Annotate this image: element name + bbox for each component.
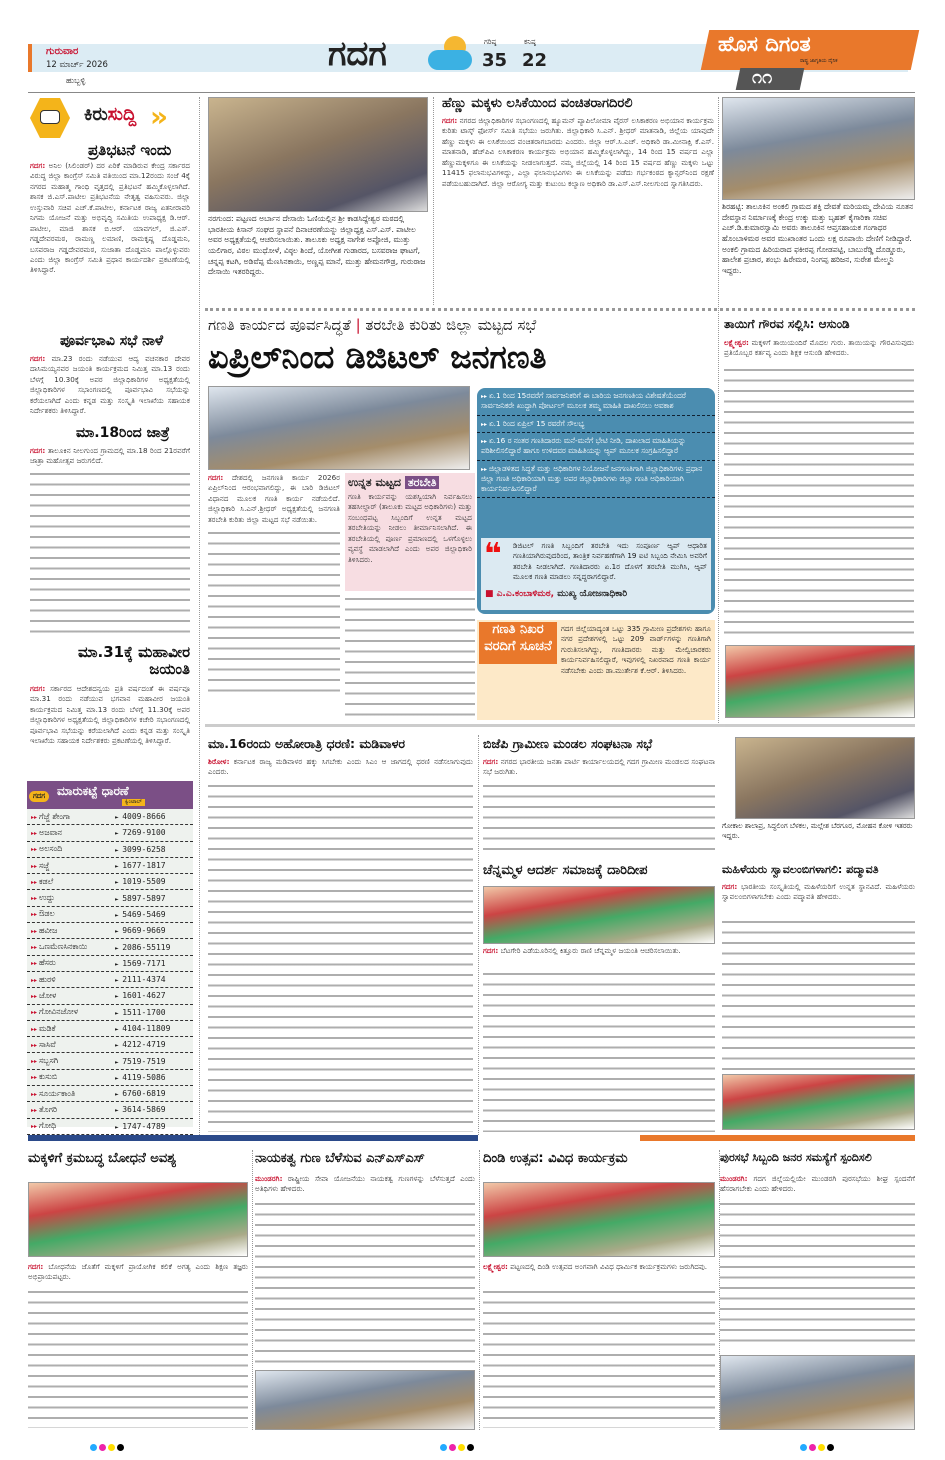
- article-body: [724, 338, 914, 364]
- article-headline: ದಿಂಡಿ ಉತ್ಸವ: ವಿವಿಧ ಕಾರ್ಯಕ್ರಮ: [483, 1151, 628, 1166]
- price-range: ► 7519-7519: [115, 1057, 189, 1066]
- market-title: ಮಾರುಕಟ್ಟೆ ಧಾರಣೆ: [57, 784, 129, 798]
- text-filler: [724, 366, 914, 640]
- brief-body: [30, 161, 190, 329]
- quote-text: ಡಿಜಿಟಲ್ ಗಣತಿ ಸಿಬ್ಬಂದಿಗೆ ತರಬೇತಿ ಇದು ಸಂಪೂರ್ಣ ಆ್ಯಪ್ ಆಧಾರಿತ ಗಣತಿಯಾಗಿರುವುದರಿಂದ, ತಾಂತ್ರಿಕ ನಿರ್ವಹಣೆಗಾಗಿ 19 ಐಟಿ ಸಿಬ್ಬಂದಿ ನೇಮಿಸಿ ಅವರಿಗೆ ತರಬೇತಿ ನೀಡಲಾಗಿದೆ. ಗಣತಿದಾರರು ಏ.1ರ ದೊಳಗೆ ತರಬೇತಿ ಮುಗಿಸಿ, ಆ್ಯಪ್ ಮೂಲಕ ಗಣತಿ ಮಾಡಲು ಸನ್ನದ್ಧರಾಗಲಿದ್ದಾರೆ.: [513, 541, 707, 582]
- min-temp: 22: [522, 50, 548, 71]
- brief-text: ಸರ್ಕಾರದ ಆದೇಶದನ್ವಯ ಪ್ರತಿ ವರ್ಷದಂತೆ ಈ ವರ್ಷವೂ ಮಾ.31 ರಂದು ನಡೆಯುವ ಭಗವಾನ ಮಹಾವೀರ ಜಯಂತಿ ಕಾರ್ಯಕ್ರಮದ ನಿಮಿತ್ತ ಮಾ.13 ರಂದು ಬೆಳಗ್ಗೆ 11.30ಕ್ಕೆ ಅಪರ ಜಿಲ್ಲಾಧಿಕಾರಿಗಳ ಅಧ್ಯಕ್ಷತೆಯಲ್ಲಿ ಜಿಲ್ಲಾಧಿಕಾರಿಗಳ ಕಚೇರಿ ಸಭಾಂಗಣದಲ್ಲಿ ಪೂರ್ವಭಾವಿ ಸಭೆಯನ್ನು ಕರೆಯಲಾಗಿದೆ ಎಂದು ಕನ್ನಡ ಮತ್ತು ಸಂಸ್ಕೃತಿ ಇಲಾಖೆಯ ಸಹಾಯಕ ನಿರ್ದೇಶಕರು ಪ್ರಕಟಣೆಯಲ್ಲಿ ತಿಳಿಸಿದ್ದಾರೆ.: [30, 684, 190, 746]
- kirusuddi-title: [84, 104, 136, 125]
- article-text: ಬೋಧನೆಯ ಜೊತೆಗೆ ಮಕ್ಕಳಿಗೆ ಪ್ರಾಯೋಗಿಕ ಕಲಿಕೆ ಅಗತ್ಯ ಎಂದು ಶಿಕ್ಷಣ ತಜ್ಞರು ಅಭಿಪ್ರಾಯಪಟ್ಟರು.: [28, 1262, 248, 1282]
- column-rule: [478, 735, 479, 1135]
- price-range: ► 9669-9669: [115, 926, 189, 935]
- quote-icon: ❝: [484, 537, 502, 572]
- price-range: ► 5897-5897: [115, 894, 189, 903]
- market-row: [27, 1119, 193, 1135]
- brief-text: ಅನಿಲ (ಸಿಲಿಂಡರ್) ದರ ಏರಿಕೆ ಮಾಡಿರುವ ಕೇಂದ್ರ ಸರ್ಕಾರದ ವಿರುದ್ಧ ಜಿಲ್ಲಾ ಕಾಂಗ್ರೆಸ್ ಸಮಿತಿ ವತಿಯಿಂದ ಮಾ.12ರಂದು ಸಂಜೆ 4ಕ್ಕೆ ನಗರದ ಮಹಾತ್ಮ ಗಾಂಧಿ ವೃತ್ತದಲ್ಲಿ ಪ್ರತಿಭಟನೆ ಹಮ್ಮಿಕೊಳ್ಳಲಾಗಿದೆ. ಶಾಸಕ ಜಿ.ಎಸ್.ಪಾಟೀಲ ಪ್ರತಿಭಟನೆಯ ನೇತೃತ್ವ ವಹಿಸುವರು. ಜಿಲ್ಲಾ ಉಸ್ತುವಾರಿ ಸಚಿವ ಎಚ್.ಕೆ.ಪಾಟೀಲ, ಕರ್ನಾಟಕ ರಾಜ್ಯ ಏತನೀರಾವರಿ ನಿಗಮ ಯೋಜನೆ ಮತ್ತು ಅಭಿವೃದ್ಧಿ ಸಮಿತಿಯ ಉಪಾಧ್ಯಕ್ಷ ಡಿ.ಆರ್. ಪಾಟೀಲ, ಮಾಜಿ ಶಾಸಕ ಬಿ.ಆರ್. ಯಾವಗಲ್, ಜಿ.ಎಸ್. ಗಡ್ಡದೇವರಮಠ, ರಾಮಣ್ಣ ಲಮಾಣಿ, ರಾಮಕೃಷ್ಣ ದೊಡ್ಡಮನಿ, ಬಸವರಾಜ ಗಡ್ಡದೇವರಮಠ, ಸುಜಾತಾ ದೊಡ್ಡಮನಿ ಪಾಲ್ಗೊಳ್ಳುವರು ಎಂದು ಜಿಲ್ಲಾ ಕಾಂಗ್ರೆಸ್ ಸಮಿತಿ ಪ್ರಧಾನ ಕಾರ್ಯದರ್ಶಿ ಪ್ರಕಟಣೆಯಲ್ಲಿ ತಿಳಿಸಿದ್ದಾರೆ.: [30, 161, 190, 275]
- market-unit: ಕ್ವಿಂಟಾಲ್: [122, 799, 145, 806]
- edition: ಹುಬ್ಬಳ್ಳಿ: [66, 76, 86, 85]
- article-headline: ನಾಯಕತ್ವ ಗುಣ ಬೆಳೆಸುವ ಎನ್‌ಎಸ್‌ಎಸ್: [255, 1151, 425, 1166]
- commodity-name: ▸▸ ಉದ್ದು: [31, 893, 55, 903]
- page-number: ೧೧: [752, 67, 773, 88]
- accurate-title: ಗಣತಿ ನಿಖರ ವರದಿಗೆ ಸೂಚನೆ: [479, 622, 557, 664]
- market-row: [27, 923, 193, 939]
- kicker-part: ಗಣತಿ ಕಾರ್ಯದ ಪೂರ್ವಸಿದ್ಧತೆ: [208, 316, 351, 334]
- article-headline: ಬಿಜೆಪಿ ಗ್ರಾಮೀಣ ಮಂಡಲ ಸಂಘಟನಾ ಸಭೆ: [483, 736, 653, 751]
- article-headline: ಮಾ.16ರಂದು ಅಹೋರಾತ್ರಿ ಧರಣಿ: ಮಡಿವಾಳರ: [208, 736, 405, 751]
- training-tag: ತರಬೇತಿ: [405, 476, 440, 489]
- text-filler: [28, 1288, 248, 1428]
- chevrons-icon: »: [150, 100, 169, 133]
- brief-body: [30, 354, 190, 420]
- commodity-name: ▸▸ ಸೂರ್ಯಕಾಂತಿ: [31, 1089, 75, 1099]
- price-range: ► 1511-1700: [115, 1008, 189, 1017]
- commodity-name: ▸▸ ಹವೀಜ: [31, 926, 57, 936]
- article-headline: ತಾಯಿಗೆ ಗೌರವ ಸಲ್ಲಿಸಿ: ಆಸುಂಡಿ: [724, 317, 850, 331]
- commodity-name: ▸▸ ಗೆಜ್ಜೆ ಶೇಂಗಾ: [31, 812, 70, 822]
- market-row: [27, 1102, 193, 1118]
- article-headline: ಹೆಣ್ಣು ಮಕ್ಕಳು ಲಸಿಕೆಯಿಂದ ವಂಚಿತರಾಗದಿರಲಿ: [442, 96, 633, 111]
- color-bar: [640, 1135, 915, 1141]
- market-row: [27, 1070, 193, 1086]
- brief-headline: ಮಾ.18ರಿಂದ ಜಾತ್ರೆ: [76, 425, 170, 441]
- commodity-name: ▸▸ ಹುರಳಿ: [31, 975, 56, 985]
- article-text: ಪಟ್ಟಣದಲ್ಲಿ ದಿಂಡಿ ಉತ್ಸವದ ಅಂಗವಾಗಿ ವಿವಿಧ ಧಾರ್ಮಿಕ ಕಾರ್ಯಕ್ರಮಗಳು ಜರುಗಿದವು.: [510, 1262, 708, 1271]
- commodity-name: ▸▸ ಅಲಸಂದಿ: [31, 844, 62, 854]
- census-fact: ▸▸ ಏ.1 ರಿಂದ ಏಪ್ರಿಲ್ 15 ರವರೆಗೆ ಸೌಲಭ್ಯ: [477, 416, 715, 433]
- market-row: [27, 972, 193, 988]
- price-range: ► 5469-5469: [115, 910, 189, 919]
- article-body: [28, 1262, 248, 1286]
- section-rule: [205, 724, 915, 727]
- article-text: ಗದಗ ಜಿಲ್ಲೆಯಲ್ಲಿಯೇ ಮುಂಡರಗಿ ಪುರಸಭೆಯು ಶೀಘ್ರ ಸ್ಪಂದನೆಗೆ ಹೆಸರಾಗಬೇಕು ಎಂದು ಹೇಳಿದರು.: [720, 1174, 915, 1194]
- dateline: ಗದಗ:: [483, 946, 499, 955]
- date: 12 ಮಾರ್ಚ್ 2026: [46, 60, 108, 70]
- article-body: [483, 757, 715, 781]
- dateline: ಲಕ್ಷ್ಮೇಶ್ವರ:: [483, 1262, 508, 1271]
- census-fact: ▸▸ ಜಿಲ್ಲಾಡಳಿತದ ಸಿದ್ಧತೆ ಮತ್ತು ಅಧಿಕಾರಿಗಳ ನಿಯೋಜನೆ ಜನಗಣತಿಗಾಗಿ ಜಿಲ್ಲಾಧಿಕಾರಿಗಳು ಪ್ರಧಾನ ಜಿಲ್ಲಾ ಗಣತಿ ಅಧಿಕಾರಿಯಾಗಿ ಮತ್ತು ಅಪರ ಜಿಲ್ಲಾಧಿಕಾರಿಗಳು ಜಿಲ್ಲಾ ಗಣತಿ ಅಧಿಕಾರಿಯಾಗಿ ಕಾರ್ಯನಿರ್ವಹಿಸಲಿದ್ದಾರೆ: [477, 461, 715, 499]
- photo-caption: ಗೋಕಾಲ ಶಾಲಾಪ್ರ, ಸಿದ್ಧಲಿಂಗ ಬೆಳಕಲ, ಮಲ್ಲೇಶ ಬೆರಗೂರ, ಮೋಹನ ಕೋಳಿ ಇತರರು ಇದ್ದರು.: [722, 822, 913, 840]
- price-range: ► 1569-7171: [115, 959, 189, 968]
- lead-text: ದೇಶದಲ್ಲಿ ಜನಗಣತಿ ಕಾರ್ಯ 2026ರ ಏಪ್ರಿಲ್‌ನಿಂದ ಆರಂಭವಾಗಲಿದ್ದು, ಈ ಬಾರಿ ಡಿಜಿಟಲ್ ವಿಧಾನದ ಮೂಲಕ ಗಣತಿ ಕಾರ್ಯ ನಡೆಯಲಿದೆ. ಜಿಲ್ಲಾಧಿಕಾರಿ ಸಿ.ಎನ್.ಶ್ರೀಧರ್ ಅಧ್ಯಕ್ಷತೆಯಲ್ಲಿ ಜನಗಣತಿ ತರಬೇತಿ ಕುರಿತು ಜಿಲ್ಲಾ ಮಟ್ಟದ ಸಭೆ ನಡೆಯಿತು.: [208, 473, 340, 524]
- registration-dots: [800, 1436, 836, 1455]
- article-text: ಮಕ್ಕಳಿಗೆ ತಾಯಿಯಂದಿರೆ ಮೊದಲ ಗುರು. ತಾಯಿಯನ್ನು ಗೌರವಿಸುವುದು ಪ್ರತಿಯೊಬ್ಬರ ಕರ್ತವ್ಯ ಎಂದು ಶಿಕ್ಷಕ ಆಸುಂಡಿ ಹೇಳಿದರು.: [724, 338, 914, 358]
- photo-mothers: [725, 645, 915, 718]
- market-row: [27, 1021, 193, 1037]
- text-filler: [255, 1200, 475, 1365]
- text-filler: [483, 1288, 715, 1428]
- market-row: [27, 1086, 193, 1102]
- text-filler: [483, 782, 715, 854]
- max-temp: 35: [482, 50, 508, 71]
- dateline: ಗದಗ:: [208, 473, 224, 482]
- min-label: ಕನಿಷ್ಠ: [524, 38, 536, 46]
- lead-headline: ಏಪ್ರಿಲ್‌ನಿಂದ ಡಿಜಿಟಲ್ ಜನಗಣತಿ: [208, 338, 547, 376]
- commodity-name: ▸▸ ತೊಗರಿ: [31, 1105, 57, 1115]
- market-row: [27, 988, 193, 1004]
- market-row: [27, 1037, 193, 1053]
- dateline: ಗದಗ:: [722, 882, 738, 891]
- photo-donation: [722, 97, 915, 200]
- photo-women-event: [722, 1074, 915, 1130]
- column-rule: [479, 1150, 480, 1430]
- section-rule: [205, 308, 915, 311]
- market-box: [27, 781, 193, 1131]
- article-text: ರಾಷ್ಟ್ರೀಯ ಸೇವಾ ಯೋಜನೆಯು ನಾಯಕತ್ವ ಗುಣಗಳನ್ನು ಬೆಳೆಸುತ್ತದೆ ಎಂದು ಅತಿಥಿಗಳು ಹೇಳಿದರು.: [255, 1174, 475, 1194]
- paper-logo: ಹೊಸ ದಿಗಂತ: [718, 32, 811, 56]
- price-range: ► 1677-1817: [115, 861, 189, 870]
- column-rule: [433, 97, 434, 305]
- photo-caption: ನರಗುಂದ: ಪಟ್ಟಣದ ಅರ್ಬಾನ ದೇಸಾಯಿ ಓಣಿಯಲ್ಲಿನ ಶ್ರೀ ಕಾಡಸಿದ್ದೇಶ್ವರ ಮಠದಲ್ಲಿ ಭಾರತೀಯ ಕಿಸಾನ್ ಸಂಘದ ಸ್ಥಾಪನೆ ದಿನಾಚರಣೆಯನ್ನು ಜಿಲ್ಲಾಧ್ಯಕ್ಷ ಎಸ್.ಎಸ್. ಪಾಟೀಲ ಅವರ ಅಧ್ಯಕ್ಷತೆಯಲ್ಲಿ ಆಚರಿಸಲಾಯಿತು. ತಾಲೂಕು ಅಧ್ಯಕ್ಷ ನಾಗೇಶ ಅಪ್ಪೋಜಿ, ಮುತ್ತು ಯಲಿಗಾರ, ವಿಠಲ ಮುಧೋಳೆ, ವಿಠ್ಠಲ ಶಿಂದೆ, ಯೋಗೀಶ ಗುಡಾರದ, ಬಸವರಾಜ ಘಾಟಗೆ, ಚನ್ನಪ್ಪ ಕಟಗಿ, ಅಡಿವೆಪ್ಪ ಮೆಣಸಿನಕಾಯಿ, ಅಣ್ಣಪ್ಪ ಮಾನೆ, ಮುತ್ತು ಹೇಮನಗೌಡ್ರ, ಗುರುರಾಜ ದೇಸಾಯಿ ಇತರರಿದ್ದರು.: [208, 214, 426, 277]
- title-part: ಸುದ್ದಿ: [107, 104, 137, 125]
- brief-text: ಮಾ.23 ರಂದು ನಡೆಯುವ ಆದ್ಯ ವಚನಕಾರ ದೇವರ ದಾಸಿಮಯ್ಯನವರ ಜಯಂತಿ ಕಾರ್ಯಕ್ರಮದ ನಿಮಿತ್ತ ಮಾ.13 ರಂದು ಬೆಳಗ್ಗೆ 10.30ಕ್ಕೆ ಅಪರ ಜಿಲ್ಲಾಧಿಕಾರಿಗಳ ಅಧ್ಯಕ್ಷತೆಯಲ್ಲಿ ಜಿಲ್ಲಾಧಿಕಾರಿಗಳ ಸಭಾಂಗಣದಲ್ಲಿ ಪೂರ್ವಭಾವಿ ಸಭೆಯನ್ನು ಕರೆಯಲಾಗಿದೆ ಎಂದು ಕನ್ನಡ ಮತ್ತು ಸಂಸ್ಕೃತಿ ಇಲಾಖೆಯ ಸಹಾಯಕ ನಿರ್ದೇಶಕರು ತಿಳಿಸಿದ್ದಾರೆ.: [30, 354, 190, 416]
- title-part: ಕಿರು: [84, 104, 108, 125]
- commodity-name: ▸▸ ಸಜ್ಜೆ: [31, 861, 49, 871]
- market-row: [27, 1053, 193, 1069]
- market-row: [27, 1005, 193, 1021]
- hand-icon: [30, 98, 70, 138]
- color-bar: [28, 1135, 478, 1141]
- market-table: [27, 809, 193, 1135]
- registration-dots: [90, 1436, 126, 1455]
- training-text: ಗಣತಿ ಕಾರ್ಯವನ್ನು ಯಶಸ್ವಿಯಾಗಿ ನಿರ್ವಹಿಸಲು ತಹಸೀಲ್ದಾರ್ (ತಾಲೂಕು ಮಟ್ಟದ ಅಧಿಕಾರಿಗಳು) ಮತ್ತು ಸಂಬಂಧಪಟ್ಟ ಸಿಬ್ಬಂದಿಗೆ ಉನ್ನತ ಮಟ್ಟದ ತರಬೇತಿಯನ್ನು ನೀಡಲು ತೀರ್ಮಾನಿಸಲಾಗಿದೆ. ಈ ತರಬೇತಿಯಲ್ಲಿ ಪೂರ್ಣ ಪ್ರಮಾಣದಲ್ಲಿ ಒಳಗೊಳ್ಳಲು ವ್ಯವಸ್ಥೆ ಮಾಡಲಾಗಿದೆ ಎಂದು ಅಪರ ಜಿಲ್ಲಾಧಿಕಾರಿ ತಿಳಿಸಿದರು.: [348, 492, 472, 564]
- article-text: ಬೆಟಗೇರಿ ಎಡೆಯೂರಿನಲ್ಲಿ ಕಿತ್ತೂರು ರಾಣಿ ಚೆನ್ನಮ್ಮಳ ಜಯಂತಿ ಆಚರಿಸಲಾಯಿತು.: [500, 946, 681, 955]
- city-title: ಗದಗ: [328, 34, 387, 74]
- column-rule: [252, 1150, 253, 1430]
- accurate-report-box: [477, 620, 715, 720]
- dateline: ಮುಂಡರಗಿ:: [255, 1174, 283, 1183]
- brief-headline: ಪೂರ್ವಭಾವಿ ಸಭೆ ನಾಳೆ: [60, 333, 164, 349]
- price-range: ► 6760-6819: [115, 1089, 189, 1098]
- article-text: ಭಾರತೀಯ ಸಂಸ್ಕೃತಿಯಲ್ಲಿ ಮಹಿಳೆಯರಿಗೆ ಉನ್ನತ ಸ್ಥಾನವಿದೆ. ಮಹಿಳೆಯರು ಸ್ವಾವಲಂಬಿಗಳಾಗಬೇಕು ಎಂದು ಪದ್ಮಾವತಿ ಹೇಳಿದರು.: [722, 882, 915, 902]
- article-body: [483, 946, 715, 970]
- dateline: ಶಿರೋಳ:: [208, 757, 230, 766]
- weather-icon: [428, 36, 472, 72]
- market-row: [27, 874, 193, 890]
- market-row: [27, 890, 193, 906]
- accent-bar: [28, 44, 32, 72]
- dateline: ಗದಗ:: [483, 757, 499, 766]
- price-range: ► 3614-5869: [115, 1105, 189, 1114]
- commodity-name: ▸▸ ಕುಸುಬಿ: [31, 1072, 57, 1082]
- dateline: ಗದಗ:: [30, 161, 46, 170]
- photo-caption: ಶಿರಹಟ್ಟಿ: ತಾಲೂಕಿನ ಅಂಕಲಿ ಗ್ರಾಮದ ಶಕ್ತಿ ದೇವತೆ ಮರಿಯಮ್ಮ ದೇವಿಯ ನೂತನ ದೇವಸ್ಥಾನ ನಿರ್ಮಾಣಕ್ಕೆ ಕೇಂದ್ರ ಉಕ್ಕು ಮತ್ತು ಬೃಹತ್ ಕೈಗಾರಿಕಾ ಸಚಿವ ಎಚ್.ಡಿ.ಕುಮಾರಸ್ವಾಮಿ ಅವರು ತಾಲೂಕಿನ ಆಪ್ತಸಹಾಯಕ ಗಂಗಾಧರ ಹೊಂಬಾಳಿಮಠ ಅವರ ಮುಖಾಂತರ ಒಂದು ಲಕ್ಷ ರೂಪಾಯಿ ದೇಣಿಗೆ ನೀಡಿದ್ದಾರೆ. ಅಂಕಲಿ ಗ್ರಾಮದ ಹಿರಿಯರಾದ ಫಕೀರಪ್ಪ ಗೋಡಪಟ್ಟಿ, ಬಾಬುರೆಡ್ಡಿ ದೊಡ್ಡೂರು, ಹಾಲೇಶ ಪ್ರಚಾರ, ಶಂಭು ಹಿರೇಮಠ, ನಿಂಗಪ್ಪ ಹರಿಜನ, ಸುರೇಶ ಮೇಲ್ಮನಿ ಇದ್ದರು.: [722, 202, 914, 275]
- commodity-name: ▸▸ ಜೋಳ: [31, 991, 56, 1001]
- text-filler: [483, 970, 715, 1132]
- commodity-name: ▸▸ ಗೋಧಿ: [31, 1121, 56, 1131]
- weekday: ಗುರುವಾರ: [46, 46, 79, 57]
- price-range: ► 2111-4374: [115, 975, 189, 984]
- dateline: ಮುಂಡರಗಿ:: [720, 1174, 748, 1183]
- brief-text: ತಾಲೂಕಿನ ನೀಲಗುಂದ ಗ್ರಾಮದಲ್ಲಿ ಮಾ.18 ರಿಂದ 21ರವರೆಗೆ ಜಾತ್ರಾ ಮಹೋತ್ಸವ ಜರುಗಲಿದೆ.: [30, 446, 190, 466]
- price-range: ► 4119-5086: [115, 1073, 189, 1082]
- text-filler: [345, 595, 475, 720]
- dateline: ಗದಗ:: [442, 116, 458, 125]
- header-rule: [28, 92, 915, 93]
- brief-headline: ಮಾ.31ಕ್ಕೆ ಮಹಾವೀರ ಜಯಂತಿ: [77, 643, 190, 678]
- article-text: ನಗರದ ಜಿಲ್ಲಾಧಿಕಾರಿಗಳ ಸಭಾಂಗಣದಲ್ಲಿ ಹ್ಯೂಮನ್ ಪ್ಯಾಪಿಲೋಮಾ ವೈರಸ್ ಲಸಿಕಾಕರಣ ಅಭಿಯಾನ ಕಾರ್ಯಕ್ರಮ ಕುರಿತು ಟಾಸ್ಕ್ ಫೋರ್ಸ್ ಸಮಿತಿ ಸಭೆಯು ಜರುಗಿತು. ಜಿಲ್ಲಾಧಿಕಾರಿ ಸಿ.ಎನ್. ಶ್ರೀಧರ್ ಮಾತನಾಡಿ, ಜಿಲ್ಲೆಯ ಯಾವುದೇ ಹೆಣ್ಣು ಮಕ್ಕಳು ಈ ಲಸಿಕೆಯಿಂದ ವಂಚಿತರಾಗಬಾರದು ಎಂದರು. ಜಿಲ್ಲಾ ಆರ್.ಸಿ.ಎಚ್. ಅಧಿಕಾರಿ ಡಾ.ಮೀನಾಕ್ಷಿ ಕೆ.ಎಸ್. ಮಾತನಾಡಿ, ಹೆಚ್‌ಪಿವಿ ಲಸಿಕಾಕರಣ ಕಾರ್ಯಕ್ರಮ ಅಭಿಯಾನ ಹಮ್ಮಿಕೊಳ್ಳಲಾಗಿದ್ದು, 14 ರಿಂದ 15 ವರ್ಷದ ಎಲ್ಲಾ ಹೆಣ್ಣುಮಕ್ಕಳಿಗೂ ಈ ಲಸಿಕೆಯನ್ನು ನೀಡಲಾಗುತ್ತದೆ. ನಮ್ಮ ಜಿಲ್ಲೆಯಲ್ಲಿ 14 ರಿಂದ 15 ವರ್ಷದ ಹೆಣ್ಣು ಮಕ್ಕಳು ಒಟ್ಟು 11415 ಫಲಾನುಭವಿಗಳಿದ್ದು, ಎಲ್ಲಾ ಫಲಾನುಭವಿಗಳು ಈ ಲಸಿಕೆಯನ್ನು ಪಡೆದು ಗರ್ಭಕಂಠದ ಕ್ಯಾನ್ಸರ್‌ನಿಂದ ರಕ್ಷಣೆ ಪಡೆಯಬಹುದಾಗಿದೆ. ಜಿಲ್ಲಾ ಆರೋಗ್ಯ ಮತ್ತು ಕುಟುಂಬ ಕಲ್ಯಾಣ ಅಧಿಕಾರಿ ಡಾ.ಎಸ್.ಎಸ್.ನೀಲಗುಂದ ಸ್ವಾಗತಿಸಿದರು.: [442, 116, 714, 188]
- price-range: ► 7269-9100: [115, 828, 189, 837]
- article-body: [255, 1174, 475, 1198]
- commodity-name: ▸▸ ಮಡಿಕೆ: [31, 1024, 56, 1034]
- kicker-part: ತರಬೇತಿ ಕುರಿತು ಜಿಲ್ಲಾ ಮಟ್ಟದ ಸಭೆ: [365, 316, 537, 334]
- article-body: [722, 882, 915, 916]
- commodity-name: ▸▸ ಸಾಸಿವೆ: [31, 1040, 56, 1050]
- text-filler: [722, 918, 915, 1070]
- photo-census-meeting: [208, 386, 470, 470]
- price-range: ► 1747-4789: [115, 1122, 189, 1131]
- photo-bjp-meeting: [735, 737, 915, 819]
- accurate-text: ಗದಗ ಜಿಲ್ಲೆಯಾದ್ಯಂತ ಒಟ್ಟು 335 ಗ್ರಾಮೀಣ ಪ್ರದೇಶಗಳು ಹಾಗೂ ನಗರ ಪ್ರದೇಶಗಳಲ್ಲಿ ಒಟ್ಟು 209 ವಾರ್ಡ್‌ಗಳನ್ನು ಗಣತಿಗಾಗಿ ಗುರುತಿಸಲಾಗಿದ್ದು, ಗಣತಿದಾರರು ಮತ್ತು ಮೇಲ್ವಿಚಾರಕರು ಕಾರ್ಯನಿರ್ವಹಿಸಲಿದ್ದಾರೆ, ಇವುಗಳಲ್ಲಿ ನಿಖರವಾದ ಗಣತಿ ಕಾರ್ಯ ನಡೆಸಬೇಕು ಎಂದು ಡಾ.ಮುರ್ತೇಶ ಕೆ.ಆರ್. ತಿಳಿಸಿದರು.: [561, 624, 711, 675]
- quote-box: ❝ ಡಿಜಿಟಲ್ ಗಣತಿ ಸಿಬ್ಬಂದಿಗೆ ತರಬೇತಿ ಇದು ಸಂಪೂರ್ಣ ಆ್ಯಪ್ ಆಧಾರಿತ ಗಣತಿಯಾಗಿರುವುದರಿಂದ, ತಾಂತ್ರಿಕ ನಿರ್ವಹಣೆಗಾಗಿ 19 ಐಟಿ ಸಿಬ್ಬಂದಿ ನೇಮಿಸಿ ಅವರಿಗೆ ತರಬೇತಿ ನೀಡಲಾಗಿದೆ. ಗಣತಿದಾರರು ಏ.1ರ ದೊಳಗೆ ತರಬೇತಿ ಮುಗಿಸಿ, ಆ್ಯಪ್ ಮೂಲಕ ಗಣತಿ ಮಾಡಲು ಸನ್ನದ್ಧರಾಗಲಿದ್ದಾರೆ. ■ ಎ.ಎ.ಕಂಬಾಳಿಮಠ, ಮುಖ್ಯ ಯೋಜನಾಧಿಕಾರಿ: [481, 538, 711, 610]
- max-label: ಗರಿಷ್ಠ: [484, 38, 497, 46]
- commodity-name: ▸▸ ಒಣಮೆಣಸಿನಕಾಯಿ: [31, 942, 87, 952]
- dateline: ಗದಗ:: [28, 1262, 44, 1271]
- price-range: ► 2086-55119: [115, 943, 189, 952]
- census-fact: ▸▸ ಏ.16 ರ ನಂತರ ಗಣತಿದಾರರು ಮನೆ-ಮನೆಗೆ ಭೇಟಿ ನೀಡಿ, ದಾಖಲಾದ ಮಾಹಿತಿಯನ್ನು ಪರಿಶೀಲಿಸಲಿದ್ದಾರೆ ಹಾಗೂ ಉಳಿದವರ ಮಾಹಿತಿಯನ್ನು ಆ್ಯಪ್ ಮೂಲಕ ಸಂಗ್ರಹಿಸಲಿದ್ದಾರೆ: [477, 433, 715, 461]
- price-range: ► 3099-6258: [115, 845, 189, 854]
- market-header: [27, 781, 193, 809]
- article-headline: ಪುರಸಭೆ ಸಿಬ್ಬಂದಿ ಜನರ ಸಮಸ್ಯೆಗೆ ಸ್ಪಂದಿಸಲಿ: [720, 1151, 872, 1164]
- dateline: ಗದಗ:: [30, 684, 46, 693]
- article-body: [483, 1262, 715, 1286]
- text-filler: [720, 1200, 915, 1350]
- commodity-name: ▸▸ ಕಡಲೆ: [31, 877, 53, 887]
- price-range: ► 4009-8666: [115, 812, 189, 821]
- dateline: ಗದಗ:: [30, 446, 46, 455]
- census-fact: ▸▸ ಏ.1 ರಿಂದ 15ರವರೆಗೆ ಸಾರ್ವಜನಿಕರಿಗೆ ಈ ಬಾರಿಯ ಜನಗಣತಿಯ ವಿಶೇಷತೆಯೆಂದರೆ ಸಾರ್ವಜನಿಕರೇ ಖುದ್ದಾಗಿ ಪೋರ್ಟಲ್ ಮೂಲಕ ತಮ್ಮ ಮಾಹಿತಿ ದಾಖಲಿಸಲು ಅವಕಾಶ: [477, 388, 715, 416]
- article-body: [442, 116, 714, 304]
- lead-kicker: ಗಣತಿ ಕಾರ್ಯದ ಪೂರ್ವಸಿದ್ಧತೆ | ತರಬೇತಿ ಕುರಿತು ಜಿಲ್ಲಾ ಮಟ್ಟದ ಸಭೆ: [208, 316, 537, 334]
- tagline: ರಾಷ್ಟ್ರ ಜಾಗೃತಿಯ ದೈನಿಕ: [800, 58, 838, 64]
- article-headline: ಮಹಿಳೆಯರು ಸ್ವಾವಲಂಬಿಗಳಾಗಲಿ: ಪದ್ಮಾವತಿ: [722, 863, 879, 876]
- commodity-name: ▸▸ ಔಡಲ: [31, 909, 55, 919]
- article-photo: [255, 1370, 475, 1430]
- market-row: [27, 825, 193, 841]
- market-row: [27, 939, 193, 955]
- market-row: [27, 809, 193, 825]
- dateline: ಗದಗ:: [30, 354, 46, 363]
- commodity-name: ▸▸ ಸಬ್ಬಸಗಿ: [31, 1056, 58, 1066]
- column-rule: [199, 97, 200, 1137]
- article-headline: ಮಕ್ಕಳಿಗೆ ಕ್ರಮಬದ್ಧ ಬೋಧನೆ ಅವಶ್ಯ: [28, 1151, 177, 1166]
- price-range: ► 4104-11809: [115, 1024, 189, 1033]
- market-row: [27, 907, 193, 923]
- brief-body: [30, 684, 190, 772]
- photo-chennamma: [483, 886, 715, 944]
- price-range: ► 1601-4627: [115, 991, 189, 1000]
- commodity-name: ▸▸ ಹೆಸರು: [31, 958, 56, 968]
- market-row: [27, 858, 193, 874]
- brief-headline: ಪ್ರತಿಭಟನೆ ಇಂದು: [88, 141, 172, 159]
- quote-role: ಮುಖ್ಯ ಯೋಜನಾಧಿಕಾರಿ: [557, 589, 628, 599]
- market-row: [27, 956, 193, 972]
- census-facts-box: [477, 388, 715, 614]
- photo-kisan-sangh: [208, 97, 428, 212]
- column-rule: [718, 97, 719, 727]
- market-city: ಗದಗ: [29, 791, 49, 802]
- training-title: ಉನ್ನತ ಮಟ್ಟದ: [348, 476, 401, 489]
- text-filler: [30, 470, 190, 638]
- article-text: ನಗರದ ಭಾರತೀಯ ಜನತಾ ಪಾರ್ಟಿ ಕಾರ್ಯಾಲಯದಲ್ಲಿ ಗದಗ ಗ್ರಾಮೀಣ ಮಂಡಲದ ಸಂಘಟನಾ ಸಭೆ ಜರುಗಿತು.: [483, 757, 715, 777]
- census-facts-list: [477, 388, 715, 498]
- article-photo: [483, 1182, 715, 1257]
- commodity-name: ▸▸ ಗೋವಿನಜೋಳ: [31, 1007, 78, 1017]
- brief-body: [30, 446, 190, 468]
- price-range: ► 4212-4719: [115, 1040, 189, 1049]
- lead-body: [208, 473, 340, 723]
- price-range: ► 1019-5509: [115, 877, 189, 886]
- article-photo: [720, 1355, 915, 1430]
- article-text: ಕರ್ನಾಟಕ ರಾಜ್ಯ ಮಡಿವಾಳರ ಹಕ್ಕು ಸಿಗಬೇಕು ಎಂದು ಸಿಎಂ ಆ ಜಾಗದಲ್ಲಿ ಧರಣಿ ನಡೆಸಲಾಗುವುದು ಎಂದರು.: [208, 757, 473, 777]
- dateline: ಲಕ್ಷ್ಮೇಶ್ವರ:: [724, 338, 749, 347]
- commodity-name: ▸▸ ಅಜವಾನ: [31, 828, 62, 838]
- training-box: [345, 473, 475, 591]
- article-photo: [28, 1182, 248, 1257]
- registration-dots: [440, 1436, 476, 1455]
- article-body: [208, 757, 473, 781]
- article-body: [720, 1174, 915, 1198]
- quote-name: ಎ.ಎ.ಕಂಬಾಳಿಮಠ,: [496, 589, 555, 599]
- market-row: [27, 842, 193, 858]
- article-headline: ಚೆನ್ನಮ್ಮಳ ಆದರ್ಶ ಸಮಾಜಕ್ಕೆ ದಾರಿದೀಪ: [483, 863, 648, 878]
- text-filler: [208, 782, 473, 1132]
